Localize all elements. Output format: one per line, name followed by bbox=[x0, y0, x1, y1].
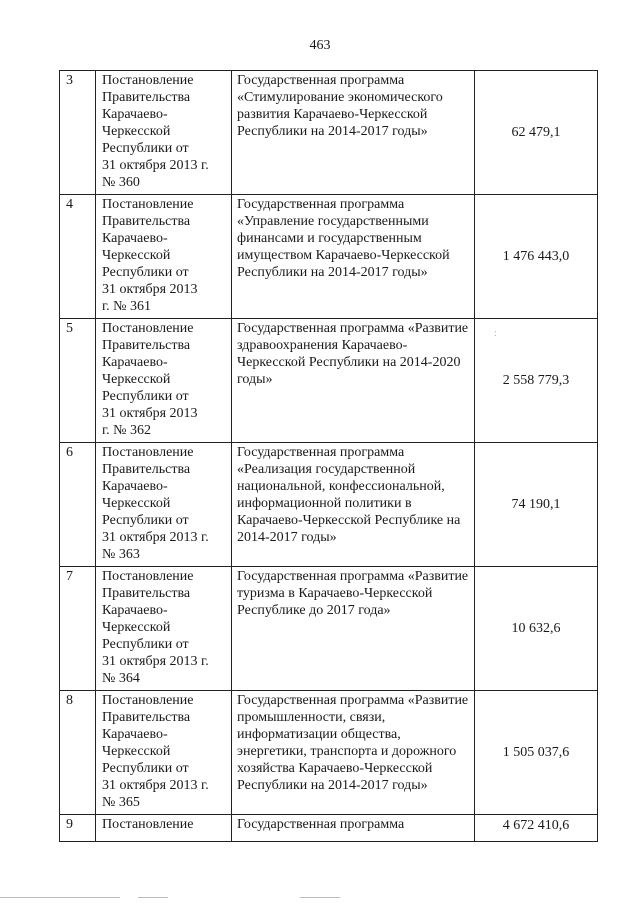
document-reference: Постановление Правительства Карачаево- Черкесской Республики от 31 октября 2013 г. № 360 bbox=[96, 71, 232, 195]
scan-artifact-mark: ː bbox=[494, 328, 497, 338]
funding-amount: 1 505 037,6 bbox=[475, 691, 598, 815]
document-reference: Постановление bbox=[96, 815, 232, 842]
program-title: Государственная программа «Развитие здравоохранения Карачаево-Черкесской Республики на 2014-2020 годы» bbox=[232, 319, 475, 443]
document-reference: Постановление Правительства Карачаево- Черкесской Республики от 31 октября 2013 г. № 363 bbox=[96, 443, 232, 567]
document-reference: Постановление Правительства Карачаево- Черкесской Республики от 31 октября 2013 г. № 362 bbox=[96, 319, 232, 443]
table-row bbox=[60, 567, 598, 691]
funding-amount: 4 672 410,6 bbox=[475, 815, 598, 842]
document-reference: Постановление Правительства Карачаево- Черкесской Республики от 31 октября 2013 г. № 361 bbox=[96, 195, 232, 319]
funding-amount: 1 476 443,0 bbox=[475, 195, 598, 319]
row-number: 5 bbox=[60, 319, 96, 443]
row-number: 8 bbox=[60, 691, 96, 815]
document-reference: Постановление Правительства Карачаево- Черкесской Республики от 31 октября 2013 г. № 364 bbox=[96, 567, 232, 691]
row-number: 9 bbox=[60, 815, 96, 842]
table-row bbox=[60, 319, 598, 443]
funding-amount: 62 479,1 bbox=[475, 71, 598, 195]
document-reference: Постановление Правительства Карачаево- Черкесской Республики от 31 октября 2013 г. № 365 bbox=[96, 691, 232, 815]
row-number: 3 bbox=[60, 71, 96, 195]
scan-edge-line bbox=[0, 897, 120, 898]
scan-edge-line bbox=[300, 897, 340, 898]
row-number: 7 bbox=[60, 567, 96, 691]
funding-amount: 10 632,6 bbox=[475, 567, 598, 691]
table-row bbox=[60, 815, 598, 842]
row-number: 4 bbox=[60, 195, 96, 319]
program-title: Государственная программа «Развитие туризма в Карачаево-Черкесской Республике до 2017 года» bbox=[232, 567, 475, 691]
funding-amount: 74 190,1 bbox=[475, 443, 598, 567]
table-row bbox=[60, 443, 598, 567]
page-number: 463 bbox=[309, 38, 331, 53]
program-title: Государственная программа «Реализация государственной национальной, конфессиональной, информационной политики в Карачаево-Черкесской Республике на 2014-2017 годы» bbox=[232, 443, 475, 567]
program-title: Государственная программа «Стимулирование экономического развития Карачаево-Черкесской Республики на 2014-2017 годы» bbox=[232, 71, 475, 195]
program-title: Государственная программа «Управление государственными финансами и государственным имуществом Карачаево-Черкесской Республики на 2014-2017 годы» bbox=[232, 195, 475, 319]
table-row bbox=[60, 195, 598, 319]
table-row bbox=[60, 691, 598, 815]
row-number: 6 bbox=[60, 443, 96, 567]
program-title: Государственная программа bbox=[232, 815, 475, 842]
programs-table bbox=[59, 70, 598, 842]
funding-amount: 2 558 779,3 bbox=[475, 319, 598, 443]
table-row bbox=[60, 71, 598, 195]
scan-edge-line bbox=[138, 897, 168, 898]
program-title: Государственная программа «Развитие промышленности, связи, информатизации общества, энергетики, транспорта и дорожного хозяйства Карачаево-Черкесской Республики на 2014-2017 годы» bbox=[232, 691, 475, 815]
